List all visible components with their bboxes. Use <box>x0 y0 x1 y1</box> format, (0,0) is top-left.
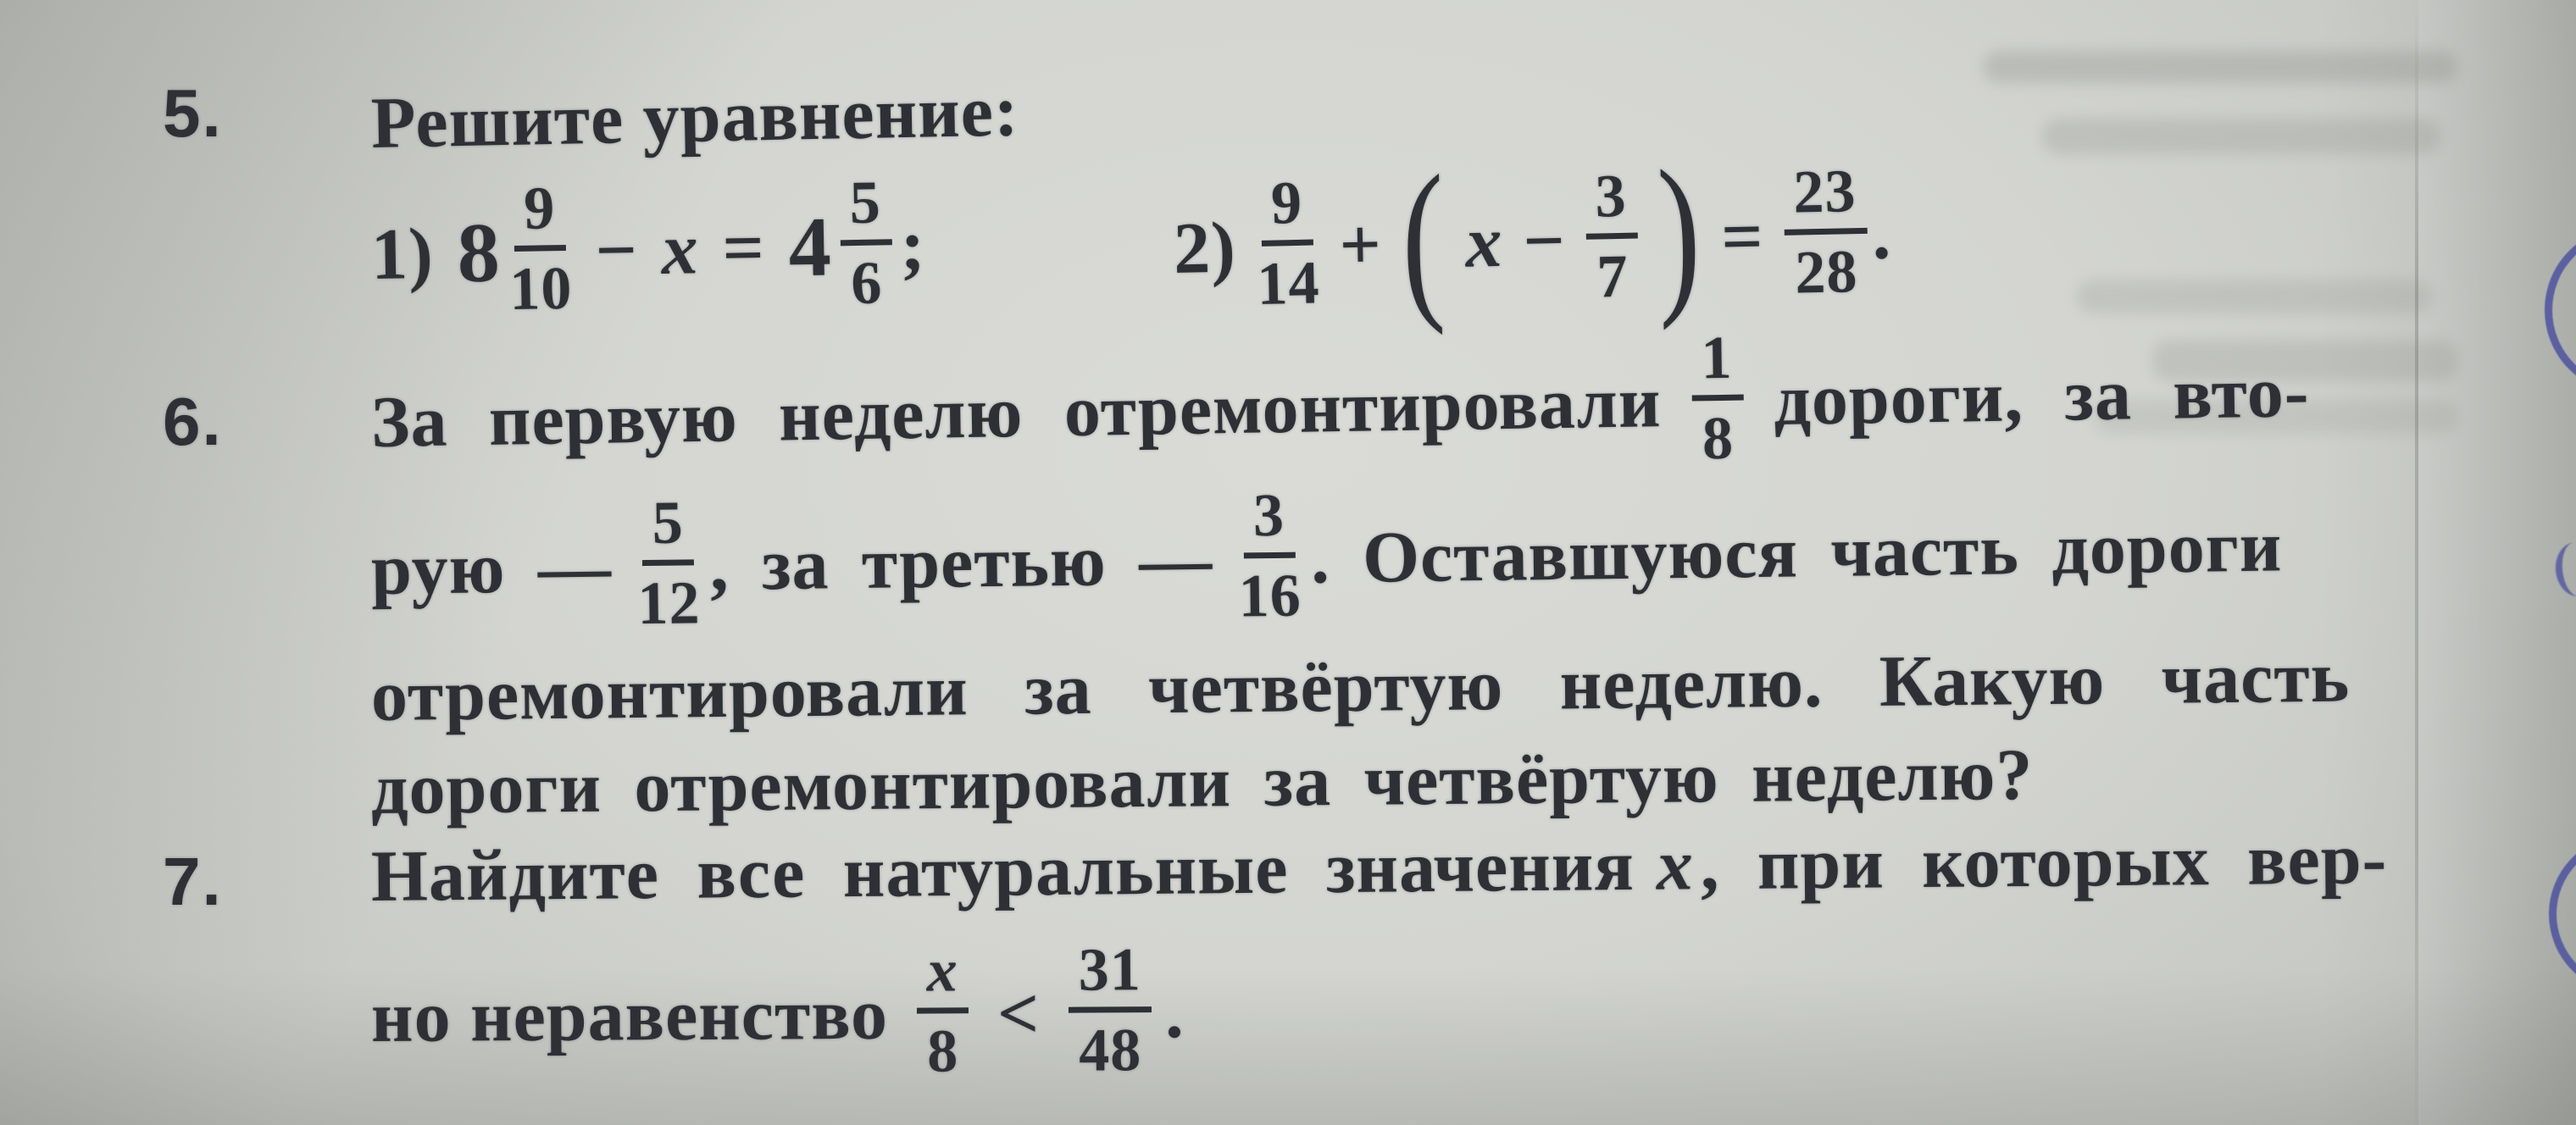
fraction: $\frac{5}{12}$ <box>636 488 701 638</box>
variable-x: x <box>1656 823 1695 906</box>
text-segment: рую — <box>370 525 613 611</box>
mixed-number <box>787 167 893 318</box>
text-segment: , за третью — <box>709 518 1213 607</box>
problem-7-line-2 <box>370 923 1185 1106</box>
fraction: $\frac{x}{8}$ <box>917 939 969 1081</box>
bleed-through-smudge <box>2042 119 2440 154</box>
right-parenthesis: ) <box>1655 133 1703 332</box>
text-segment: За первую неделю отремонтировали <box>370 360 1663 463</box>
left-parenthesis: ( <box>1400 139 1447 337</box>
problem-5-equation-1 <box>369 152 927 347</box>
fraction: $\frac{23}{28}$ <box>1783 159 1868 302</box>
problem-6-number: 6. <box>163 384 223 459</box>
fraction: $\frac{5}{6}$ <box>839 171 893 313</box>
plus-sign: + <box>1338 202 1383 285</box>
fraction: $\frac{3}{16}$ <box>1238 480 1302 630</box>
problem-6-line-2 <box>370 463 2284 652</box>
problem-5-number: 5. <box>163 75 223 151</box>
semicolon: ; <box>899 203 927 285</box>
whole-number: 4 <box>787 199 833 294</box>
bleed-through-smudge <box>1983 51 2457 83</box>
mixed-number <box>456 173 574 323</box>
problem-7-line-1 <box>371 817 2388 918</box>
period: . <box>1871 191 1892 274</box>
equals-sign: = <box>721 206 766 289</box>
period: . <box>1164 971 1185 1053</box>
text-segment: дороги, за вто- <box>1773 350 2311 441</box>
variable-x: x <box>1464 200 1504 283</box>
text-segment: . Оставшуюся часть дороги <box>1310 505 2283 599</box>
fraction: $\frac{31}{48}$ <box>1069 939 1152 1081</box>
minus-sign: − <box>594 208 639 291</box>
fraction: $\frac{1}{8}$ <box>1690 326 1745 468</box>
problem-6-line-3: отремонтировали за четвёртую неделю. Какую часть <box>370 635 2351 736</box>
problem-6-line-4: дороги отремонтировали за четвёртую неделю? <box>370 733 2034 829</box>
fraction: $\frac{3}{7}$ <box>1585 164 1639 307</box>
variable-x: x <box>660 207 700 290</box>
equation-2-label: 2) <box>1172 206 1237 289</box>
equals-sign: = <box>1720 194 1765 277</box>
fraction: $\frac{9}{14}$ <box>1256 168 1321 318</box>
less-than-sign: < <box>997 972 1041 1054</box>
text-segment: , при которых вер- <box>1700 817 2388 906</box>
fraction: $\frac{9}{10}$ <box>508 173 574 323</box>
whole-number: 8 <box>456 204 502 300</box>
text-segment: но неравенство <box>370 973 889 1057</box>
bleed-through-smudge <box>2076 280 2432 313</box>
text-segment: Найдите все натуральные значения <box>370 823 1635 917</box>
equation-1-label: 1) <box>370 212 435 295</box>
page-edge-shading <box>2418 0 2576 1125</box>
problem-5-equation-2 <box>1171 127 1893 354</box>
minus-sign: − <box>1522 198 1567 281</box>
problem-5-title: Решите уравнение: <box>370 69 1020 163</box>
problem-7-number: 7. <box>163 844 223 919</box>
